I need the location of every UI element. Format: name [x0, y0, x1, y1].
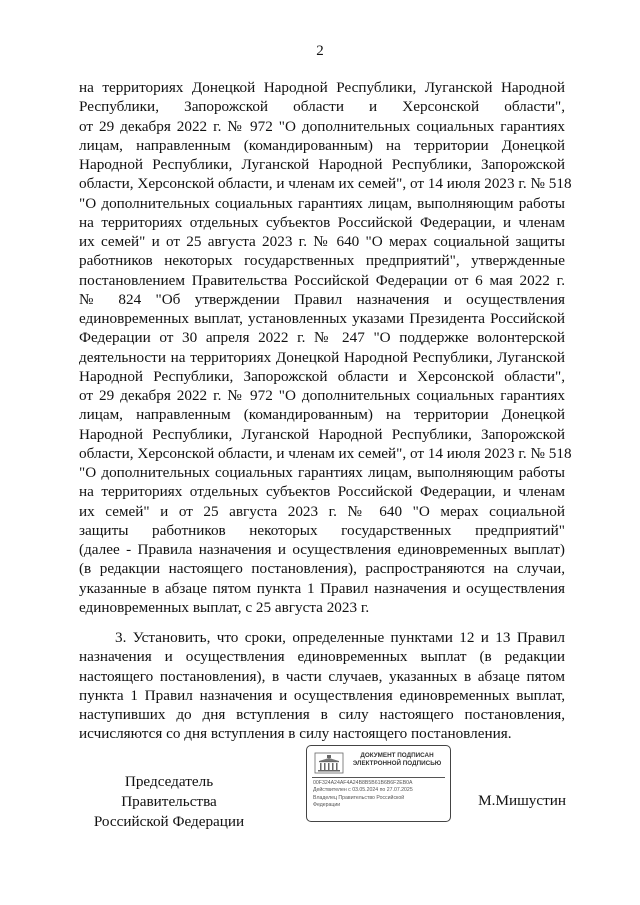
signatory-position	[79, 772, 259, 832]
body-line: на территориях отдельных субъектов Российской Федерации, и членам	[79, 213, 565, 231]
stamp-title-line2: ЭЛЕКТРОННОЙ ПОДПИСЬЮ	[352, 759, 442, 767]
body-line: на территориях Донецкой Народной Республики, Луганской Народной	[79, 79, 565, 96]
body-line: деятельности на территориях Донецкой Народной Республики, Луганской	[79, 348, 565, 366]
stamp-certificate: 00F324A24AF4A24B8B5B61B6B6F2EB0A	[313, 780, 413, 786]
body-line: от 29 декабря 2022 г. № 972 "О дополнительных социальных гарантиях	[79, 117, 565, 135]
paragraph-3-line: наступивших до дня вступления в силу настоящего постановления,	[79, 706, 565, 723]
body-line: "О дополнительных социальных гарантиях лицам, выполняющим работы	[79, 464, 565, 481]
body-line: единовременных выплат, установленных указами Президента Российской	[79, 310, 565, 327]
body-line: Народной Республики, Луганской Народной Республики, Запорожской	[79, 425, 565, 443]
body-line: указанные в абзаце пятом пункта 1 Правил назначения и осуществления	[79, 579, 565, 597]
body-line: № 824 "Об утверждении Правил назначения и осуществления	[79, 290, 565, 308]
body-line: лицам, направленным (командированным) на территории Донецкой	[79, 136, 565, 154]
page-number: 2	[316, 43, 324, 59]
government-building-icon	[314, 752, 344, 774]
body-line: области, Херсонской области, и членам их семей", от 14 июля 2023 г. № 518	[79, 175, 572, 193]
signatory-position-line1: Председатель Правительства	[121, 773, 217, 810]
paragraph-3-line: 3. Установить, что сроки, определенные пунктами 12 и 13 Правил	[115, 629, 565, 646]
body-line: на территориях отдельных субъектов Российской Федерации, и членам	[79, 483, 565, 501]
paragraph-3-line: пункта 1 Правил назначения и осуществления единовременных выплат,	[79, 686, 565, 704]
body-line: от 29 декабря 2022 г. № 972 "О дополнительных социальных гарантиях	[79, 387, 565, 404]
signatory-position-line2: Российской Федерации	[93, 813, 245, 830]
body-line: их семей" и от 25 августа 2023 г. № 640 "О мерах социальной защиты	[79, 233, 565, 250]
body-line: защиты работников некоторых государственных предприятий"	[79, 521, 565, 539]
body-line: "О дополнительных социальных гарантиях лицам, выполняющим работы	[79, 194, 565, 212]
body-line: единовременных выплат, с 25 августа 2023 г.	[79, 598, 370, 616]
stamp-owner-line1: Владелец Правительство Российской	[313, 794, 405, 801]
body-line: Народной Республики, Запорожской области и Херсонской области",	[79, 367, 565, 385]
signatory-name: М.Мишустин	[478, 792, 566, 809]
body-line: их семей" и от 25 августа 2023 г. № 640 "О мерах социальной	[79, 502, 565, 520]
document-body	[79, 78, 572, 744]
electronic-signature-stamp	[306, 745, 451, 822]
stamp-title	[349, 752, 445, 767]
paragraph-3-line: настоящего постановления), в части случаев, указанных в абзаце пятом	[79, 667, 565, 685]
stamp-owner-line2: Федерации	[313, 802, 341, 809]
body-line: (в редакции настоящего постановления), распространяются на случаи,	[79, 560, 565, 578]
body-line: Федерации от 30 апреля 2022 г. № 247 "О поддержке волонтерской	[79, 329, 565, 347]
stamp-title-line1: ДОКУМЕНТ ПОДПИСАН	[360, 752, 434, 759]
paragraph-3-line: назначения и осуществления единовременных выплат (в редакции	[79, 648, 565, 666]
stamp-validity: Действителен с 03.05.2024 по 27.07.2025	[313, 787, 413, 794]
body-line: Республики, Запорожской области и Херсонской области",	[79, 98, 565, 116]
paragraph-3-line: исчисляются со дня вступления в силу настоящего постановления.	[79, 725, 512, 743]
body-line: Народной Республики, Луганской Народной Республики, Запорожской	[79, 156, 565, 173]
stamp-details	[313, 780, 445, 810]
body-line: работников некоторых государственных предприятий", утвержденные	[79, 252, 565, 270]
body-line: (далее - Правила назначения и осуществления единовременных выплат)	[79, 541, 565, 558]
body-line: области, Херсонской области, и членам их семей", от 14 июля 2023 г. № 518	[79, 444, 572, 462]
body-line: постановлением Правительства Российской Федерации от 6 мая 2022 г.	[79, 271, 565, 289]
body-line: лицам, направленным (командированным) на территории Донецкой	[79, 406, 565, 424]
